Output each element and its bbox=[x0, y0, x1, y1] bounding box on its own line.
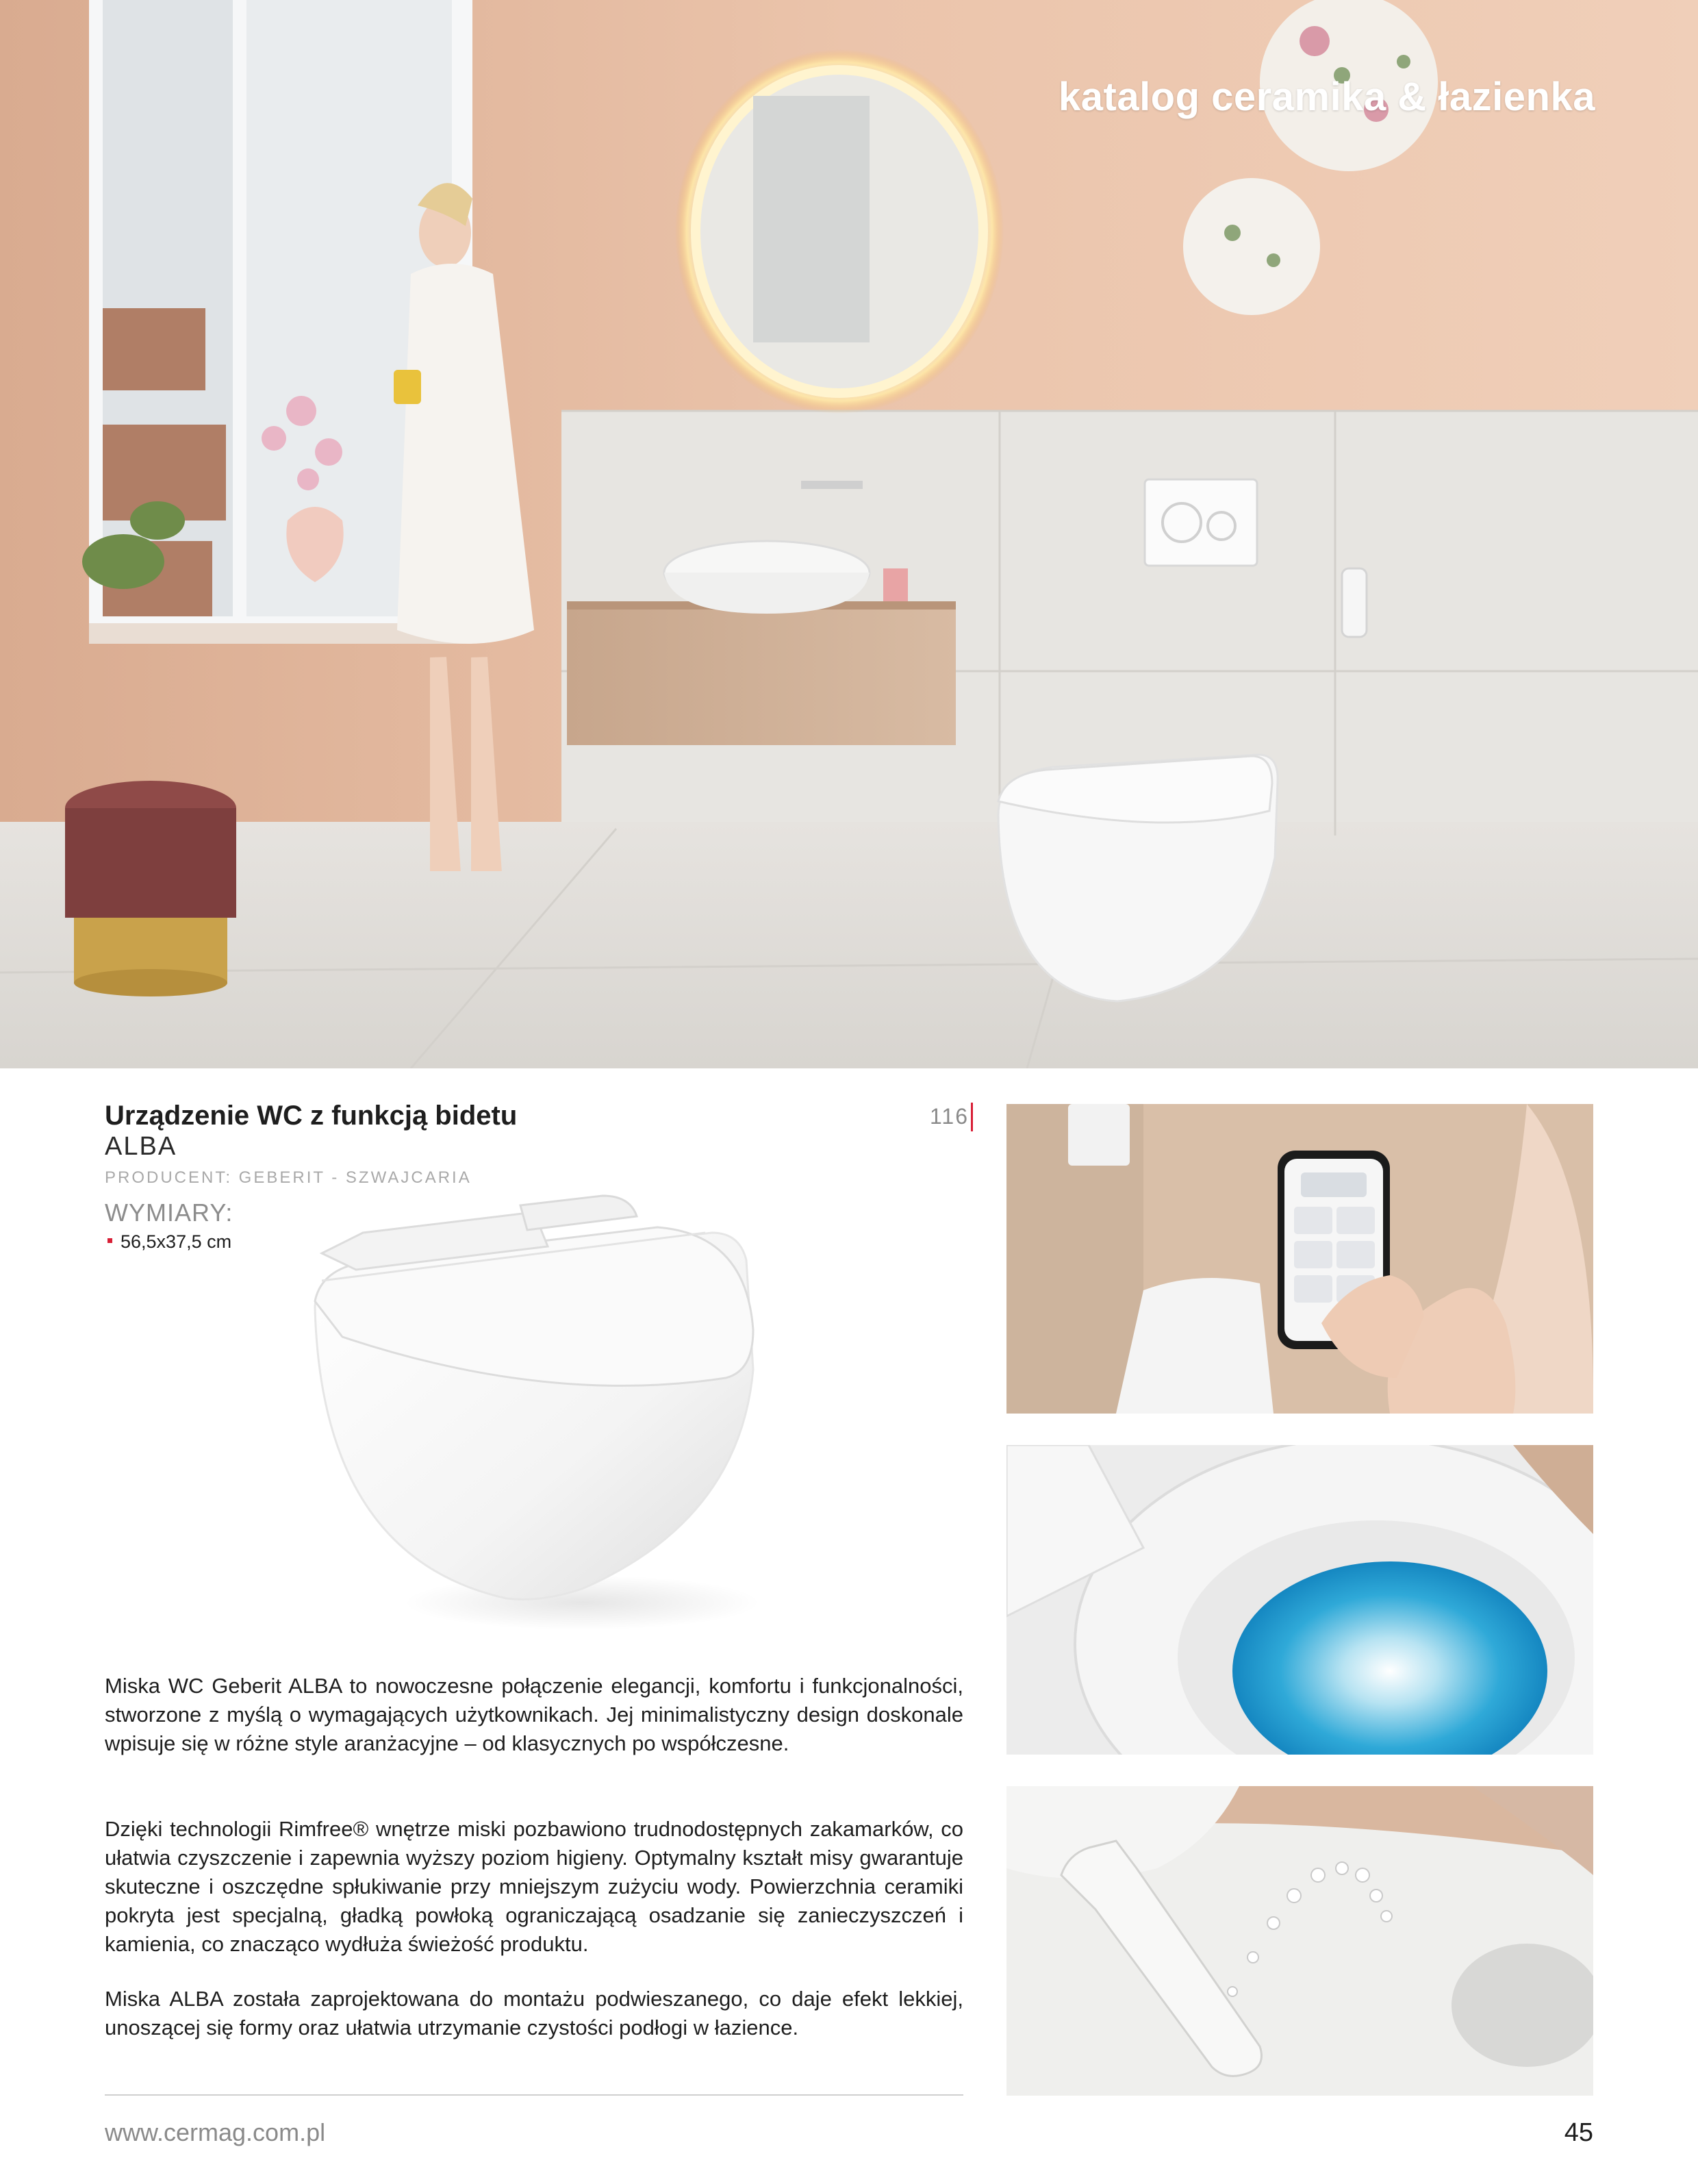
bullet-icon bbox=[107, 1238, 112, 1243]
dimensions-item bbox=[107, 1231, 231, 1253]
photo-smartphone-app bbox=[1006, 1104, 1593, 1414]
description-paragraph-1: Miska WC Geberit ALBA to nowoczesne połączenie elegancji, komfortu i funkcjonalności, stworzone z myślą o wymagających użytkownikach. Jej minimalistyczny design doskonale wpisuje się w różne style aranżacyjne – od klasycznych po współczesne. bbox=[105, 1674, 963, 1755]
footer-url[interactable]: www.cermag.com.pl bbox=[105, 2118, 326, 2146]
page-reference: 116 bbox=[930, 1104, 970, 1129]
product-title: Urządzenie WC z funkcją bidetu bbox=[105, 1101, 518, 1131]
description-paragraph-3: Miska ALBA została zaprojektowana do montażu podwieszanego, co daje efekt lekkiej, unoszącej się formy oraz ułatwia utrzymanie czystości podłogi w łazience. bbox=[105, 1987, 963, 2039]
photo-bidet-nozzle bbox=[1006, 1786, 1593, 2096]
catalog-title: katalog ceramika & łazienka bbox=[1058, 75, 1595, 119]
producer-label: PRODUCENT: GEBERIT - SZWAJCARIA bbox=[105, 1168, 472, 1187]
page-reference-marker bbox=[971, 1103, 973, 1131]
product-image bbox=[294, 1192, 787, 1644]
page-number: 45 bbox=[1564, 2118, 1593, 2147]
product-model: ALBA bbox=[105, 1132, 177, 1161]
dimensions-value: 56,5x37,5 cm bbox=[121, 1231, 232, 1252]
hero-photo bbox=[0, 0, 1698, 1068]
description-paragraph-2: Dzięki technologii Rimfree® wnętrze miski pozbawiono trudnodostępnych zakamarków, co ułatwia czyszczenie i zapewnia wyższy poziom higieny. Optymalny kształt misy gwarantuje skuteczne i oszczędne spłukiwanie przy mniejszym zużyciu wody. Powierzchnia ceramiki pokryta jest specjalną, gładką powłoką ograniczającą osadzanie się zanieczyszczeń i kamienia, co znacząco wydłuża świeżość produktu. bbox=[105, 1817, 963, 1956]
photo-rimfree-flush bbox=[1006, 1445, 1593, 1755]
dimensions-label: WYMIARY: bbox=[105, 1198, 233, 1227]
footer-divider bbox=[105, 2094, 963, 2096]
